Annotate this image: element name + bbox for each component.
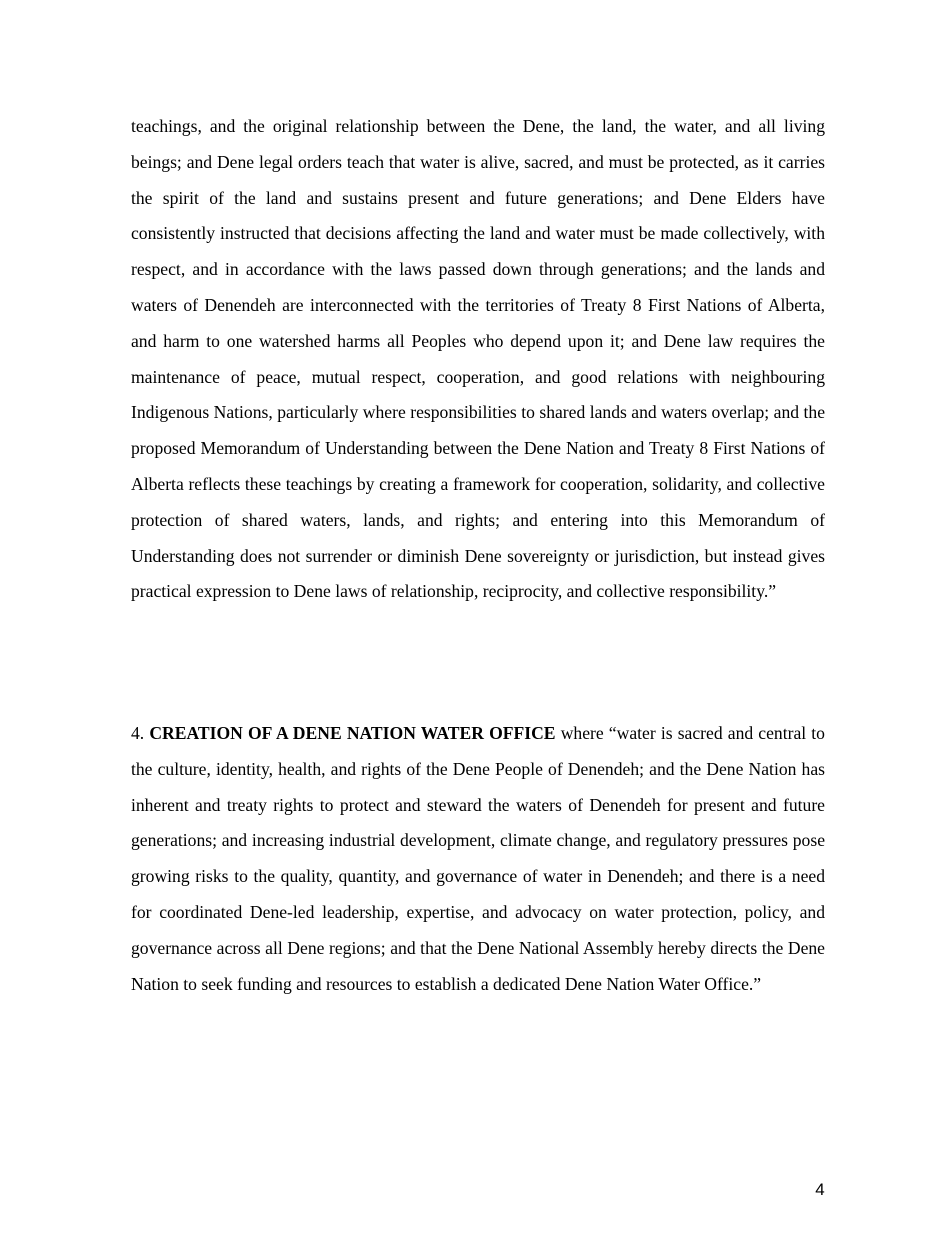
page-number: 4: [815, 1180, 825, 1199]
item-4-text: where “water is sacred and central to the culture, identity, health, and rights of the Dene People of Denendeh; and the Dene Nation has inherent and treaty rights to protect and steward the waters of Denendeh for present and future generations; and increasing industrial development, climate change, and regulatory pressures pose growing risks to the quality, quantity, and governance of water in Denendeh; and there is a need for coordinated Dene-led leadership, expertise, and advocacy on water protection, policy, and governance across all Dene regions; and that the Dene National Assembly hereby directs the Dene Nation to seek funding and resources to establish a dedicated Dene Nation Water Office.”: [131, 723, 825, 994]
item-4-heading: CREATION OF A DENE NATION WATER OFFICE: [149, 723, 556, 743]
item-4-paragraph: [131, 716, 825, 1002]
item-4-number: 4.: [131, 723, 145, 743]
continued-paragraph: teachings, and the original relationship between the Dene, the land, the water, and all living beings; and Dene legal orders teach that water is alive, sacred, and must be protected, as it carries the spirit of the land and sustains present and future generations; and Dene Elders have consistently instructed that decisions affecting the land and water must be made collectively, with respect, and in accordance with the laws passed down through generations; and the lands and waters of Denendeh are interconnected with the territories of Treaty 8 First Nations of Alberta, and harm to one watershed harms all Peoples who depend upon it; and Dene law requires the maintenance of peace, mutual respect, cooperation, and good relations with neighbouring Indigenous Nations, particularly where responsibilities to shared lands and waters overlap; and the proposed Memorandum of Understanding between the Dene Nation and Treaty 8 First Nations of Alberta reflects these teachings by creating a framework for cooperation, solidarity, and collective protection of shared waters, lands, and rights; and entering into this Memorandum of Understanding does not surrender or diminish Dene sovereignty or jurisdiction, but instead gives practical expression to Dene laws of relationship, reciprocity, and collective responsibility.”: [131, 116, 825, 602]
